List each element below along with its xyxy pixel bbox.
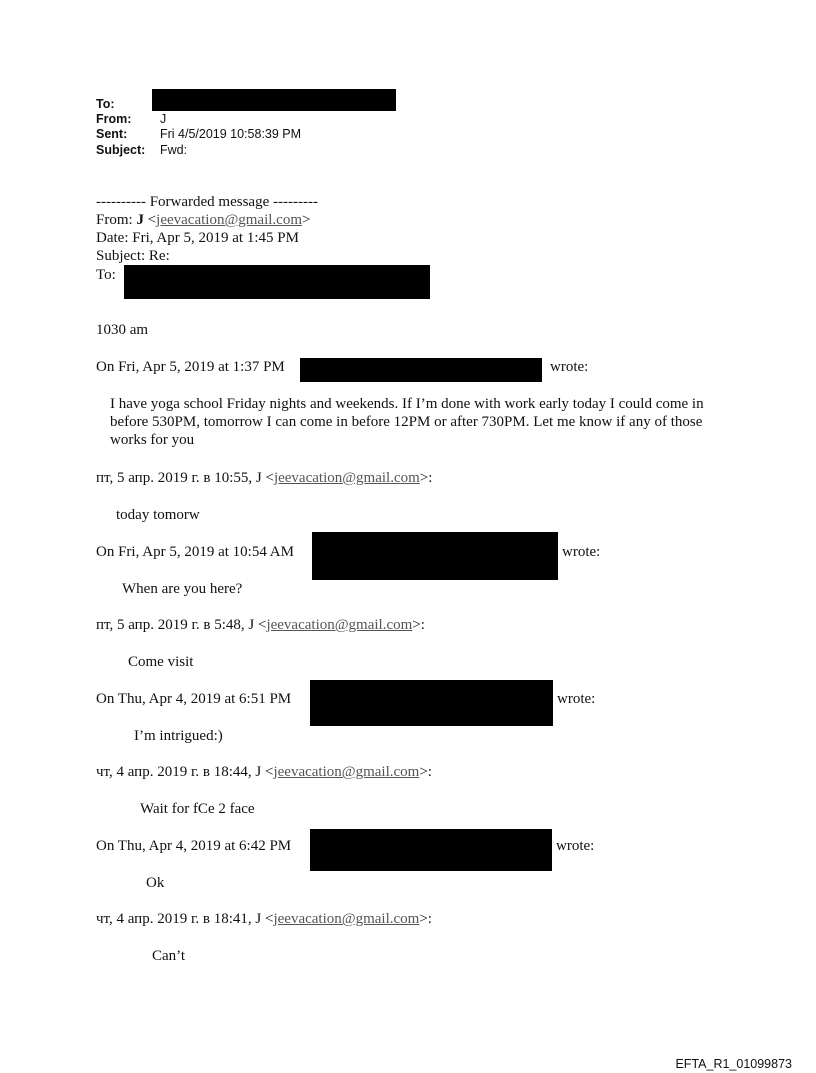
reply-text: 1030 am — [96, 322, 149, 338]
email-link[interactable]: jeevacation@gmail.com — [273, 764, 420, 780]
forwarded-from-name: J — [136, 212, 144, 228]
quote-intro-end: >: — [412, 617, 425, 633]
quote-intro-ru — [96, 910, 432, 928]
quote-intro-text: чт, 4 апр. 2019 г. в 18:41, J < — [96, 911, 274, 927]
quote-intro-end: >: — [419, 470, 433, 486]
quote-body: Ok — [146, 875, 165, 891]
quote-body: Wait for fCe 2 face — [140, 801, 255, 817]
quote-intro-ru — [96, 469, 432, 487]
quote-wrote: wrote: — [562, 544, 601, 560]
quote-intro-end: >: — [419, 911, 432, 927]
quote-intro-ru — [96, 763, 432, 781]
quote-body: Can’t — [152, 948, 186, 964]
quote-body: When are you here? — [122, 581, 243, 597]
forwarded-divider: ---------- Forwarded message --------- — [96, 194, 318, 210]
quote-intro: On Thu, Apr 4, 2019 at 6:51 PM — [96, 691, 292, 707]
quote-wrote: wrote: — [556, 838, 595, 854]
email-link[interactable]: jeevacation@gmail.com — [273, 911, 420, 927]
redaction-box — [124, 265, 430, 299]
quote-intro: On Fri, Apr 5, 2019 at 10:54 AM — [96, 544, 294, 560]
quote-intro-text: чт, 4 апр. 2019 г. в 18:44, J < — [96, 764, 274, 780]
quote-intro-text: пт, 5 апр. 2019 г. в 10:55, J < — [96, 470, 274, 486]
quote-body: Come visit — [128, 654, 194, 670]
forwarded-from-gt: > — [302, 212, 311, 228]
from-label: From: — [96, 112, 132, 126]
redaction-box — [300, 358, 542, 382]
forwarded-from-line — [96, 211, 310, 229]
forwarded-from-lt: < — [143, 212, 157, 228]
quote-intro: On Thu, Apr 4, 2019 at 6:42 PM — [96, 838, 292, 854]
email-link[interactable]: jeevacation@gmail.com — [273, 470, 420, 486]
subject-label: Subject: — [96, 143, 146, 157]
from-value: J — [160, 112, 167, 126]
forwarded-date-line: Date: Fri, Apr 5, 2019 at 1:45 PM — [96, 230, 299, 246]
forwarded-subject-line: Subject: Re: — [96, 248, 170, 264]
redaction-box — [152, 89, 396, 111]
redaction-box — [310, 680, 553, 726]
quote-intro-end: >: — [419, 764, 432, 780]
redaction-box — [310, 829, 552, 871]
sent-value: Fri 4/5/2019 10:58:39 PM — [160, 127, 302, 141]
forwarded-from-prefix: From: — [96, 212, 137, 228]
forwarded-from-email-link[interactable]: jeevacation@gmail.com — [156, 212, 302, 228]
bates-number: EFTA_R1_01099873 — [675, 1057, 792, 1071]
forwarded-to-line: To: — [96, 267, 116, 283]
quote-body: I have yoga school Friday nights and weekends. If I’m done with work early today I could come in before 530PM, tomorrow I can come in before 12PM or after 730PM. Let me know if any of those works for you — [110, 396, 704, 448]
quote-intro-text: пт, 5 апр. 2019 г. в 5:48, J < — [96, 617, 267, 633]
quote-intro: On Fri, Apr 5, 2019 at 1:37 PM — [96, 359, 285, 375]
quote-wrote: wrote: — [550, 359, 589, 375]
quote-wrote: wrote: — [557, 691, 596, 707]
quote-intro-ru — [96, 616, 425, 634]
sent-label: Sent: — [96, 127, 128, 141]
quote-body: I’m intrigued:) — [134, 728, 223, 744]
email-link[interactable]: jeevacation@gmail.com — [266, 617, 413, 633]
subject-value: Fwd: — [160, 143, 188, 157]
to-label: To: — [96, 97, 115, 111]
quote-body: today tomorw — [116, 507, 200, 523]
redaction-box — [312, 532, 558, 580]
